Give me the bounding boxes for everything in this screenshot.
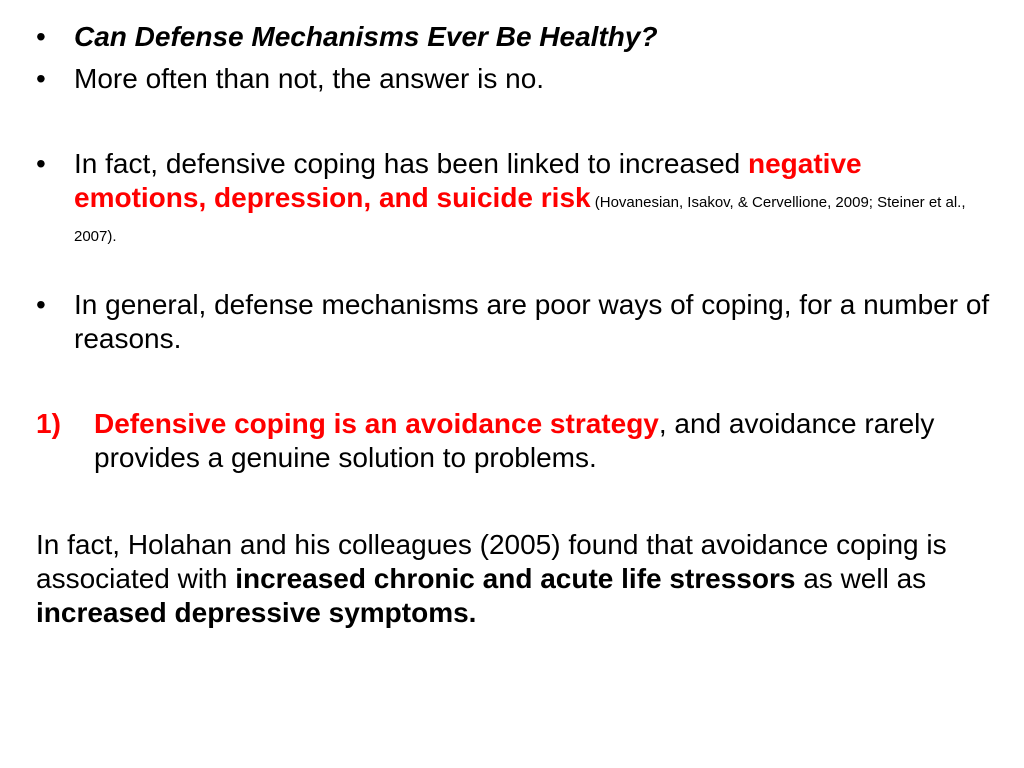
numbered-item-1 bbox=[36, 407, 996, 475]
bullet-2 bbox=[36, 62, 996, 96]
bullet-2-text: More often than not, the answer is no. bbox=[74, 63, 545, 94]
bullet-4-text: In general, defense mechanisms are poor ways of coping, for a number of reasons. bbox=[74, 289, 990, 354]
numbered-label: 1) bbox=[36, 408, 61, 439]
bullet-4 bbox=[36, 288, 996, 356]
closing-bold-1: increased chronic and acute life stressors bbox=[235, 563, 796, 594]
bullet-1-text: Can Defense Mechanisms Ever Be Healthy? bbox=[74, 21, 658, 52]
bullet-icon: • bbox=[36, 63, 46, 94]
bullet-icon: • bbox=[36, 148, 46, 179]
closing-mid: as well as bbox=[795, 563, 927, 594]
bullet-3-pre: In fact, defensive coping has been linked to increased bbox=[74, 148, 748, 179]
closing-paragraph bbox=[36, 528, 996, 630]
bullet-3 bbox=[36, 147, 996, 249]
numbered-text bbox=[94, 407, 996, 475]
numbered-highlight: Defensive coping is an avoidance strategy bbox=[94, 408, 659, 439]
bullet-3-text bbox=[74, 147, 996, 249]
bullet-icon: • bbox=[36, 21, 46, 52]
bullet-1 bbox=[36, 20, 996, 54]
closing-pre: In fact, Holahan and his colleagues (2005) found that avoidance coping is associated with bbox=[36, 529, 947, 594]
bullet-3-highlight: negative emotions, depression, and suicide risk bbox=[74, 148, 862, 213]
numbered-rest: , and avoidance rarely provides a genuine solution to problems. bbox=[94, 408, 935, 473]
bullet-3-citation: (Hovanesian, Isakov, & Cervellione, 2009; Steiner et al., 2007). bbox=[74, 194, 966, 245]
bullet-icon: • bbox=[36, 289, 46, 320]
closing-bold-2: increased depressive symptoms. bbox=[36, 597, 477, 628]
